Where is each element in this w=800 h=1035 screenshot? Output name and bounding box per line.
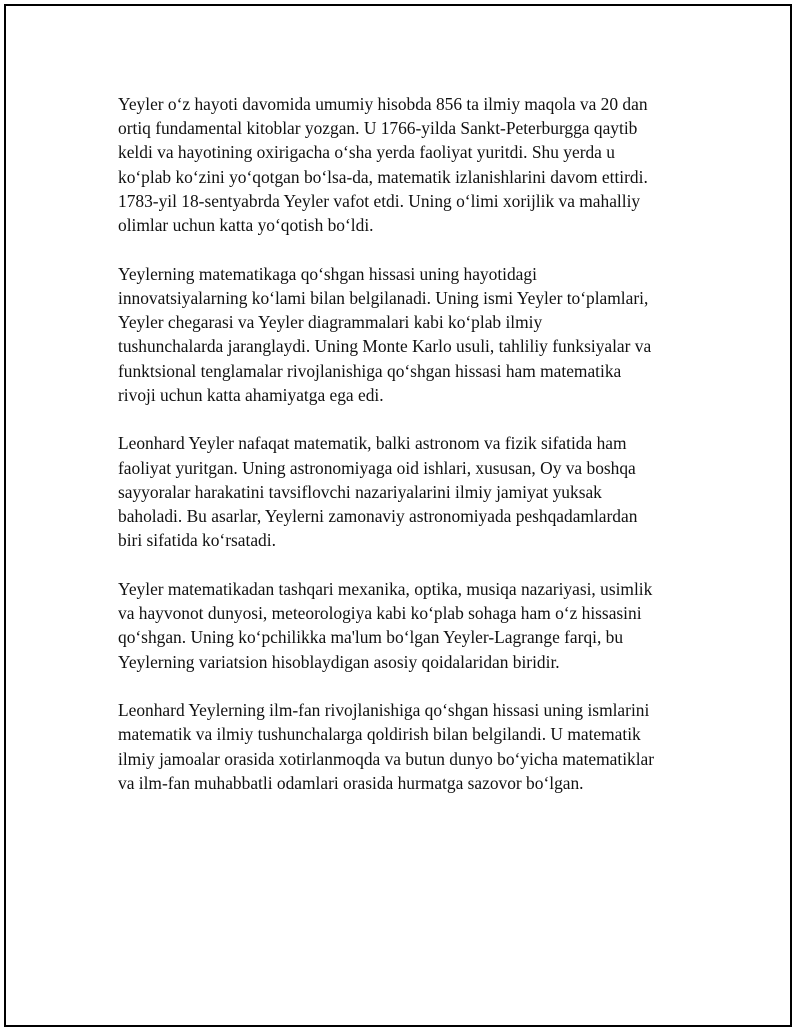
paragraph-1 (118, 92, 693, 237)
text-line: Yeyler chegarasi va Yeyler diagrammalari kabi ko‘plab ilmiy (118, 312, 543, 333)
text-line: Yeylerning variatsion hisoblaydigan asosiy qoidalaridan biridir. (118, 651, 560, 672)
paragraph-3 (118, 431, 693, 552)
document-body (118, 92, 693, 820)
text-line: keldi va hayotining oxirigacha o‘sha yerda faoliyat yuritdi. Shu yerda u (118, 142, 615, 163)
text-line: matematik va ilmiy tushunchalarga qoldirish bilan belgilandi. U matematik (118, 724, 641, 745)
paragraph-4 (118, 577, 693, 674)
text-line: Leonhard Yeylerning ilm-fan rivojlanishiga qo‘shgan hissasi uning ismlarini (118, 700, 650, 721)
text-line: rivoji uchun katta ahamiyatga ega edi. (118, 384, 384, 405)
text-line: innovatsiyalarning ko‘lami bilan belgilanadi. Uning ismi Yeyler to‘plamlari, (118, 287, 649, 308)
text-line: faoliyat yuritgan. Uning astronomiyaga oid ishlari, xususan, Oy va boshqa (118, 457, 636, 478)
text-line: Yeyler o‘z hayoti davomida umumiy hisobda 856 ta ilmiy maqola va 20 dan (118, 94, 648, 114)
paragraph-5 (118, 698, 693, 795)
text-line: va hayvonot dunyosi, meteorologiya kabi ko‘plab sohaga ham o‘z hissasini (118, 603, 642, 624)
text-line: qo‘shgan. Uning ko‘pchilikka ma'lum bo‘lgan Yeyler-Lagrange farqi, bu (118, 627, 624, 648)
text-line: baholadi. Bu asarlar, Yeylerni zamonaviy astronomiyada peshqadamlardan (118, 506, 638, 527)
text-line: sayyoralar harakatini tavsiflovchi nazariyalarini ilmiy jamiyat yuksak (118, 481, 602, 502)
text-line: ortiq fundamental kitoblar yozgan. U 1766-yilda Sankt-Peterburgga qaytib (118, 118, 638, 139)
text-line: Yeyler matematikadan tashqari mexanika, optika, musiqa nazariyasi, usimlik (118, 578, 653, 599)
text-line: olimlar uchun katta yo‘qotish bo‘ldi. (118, 215, 374, 236)
text-line: Leonhard Yeyler nafaqat matematik, balki astronom va fizik sifatida ham (118, 433, 627, 454)
text-line: Yeylerning matematikaga qo‘shgan hissasi uning hayotidagi (118, 263, 537, 284)
text-line: funktsional tenglamalar rivojlanishiga qo‘shgan hissasi ham matematika (118, 360, 622, 381)
text-line: biri sifatida ko‘rsatadi. (118, 530, 276, 551)
text-line: ko‘plab ko‘zini yo‘qotgan bo‘lsa-da, matematik izlanishlarini davom ettirdi. (118, 166, 648, 187)
text-line: tushunchalarda jaranglaydi. Uning Monte Karlo usuli, tahliliy funksiyalar va (118, 336, 652, 357)
text-line: ilmiy jamoalar orasida xotirlanmoqda va butun dunyo bo‘yicha matematiklar (118, 748, 655, 769)
text-line: 1783-yil 18-sentyabrda Yeyler vafot etdi. Uning o‘limi xorijlik va mahalliy (118, 190, 641, 211)
text-line: va ilm-fan muhabbatli odamlari orasida hurmatga sazovor bo‘lgan. (118, 772, 584, 793)
paragraph-2 (118, 262, 693, 407)
